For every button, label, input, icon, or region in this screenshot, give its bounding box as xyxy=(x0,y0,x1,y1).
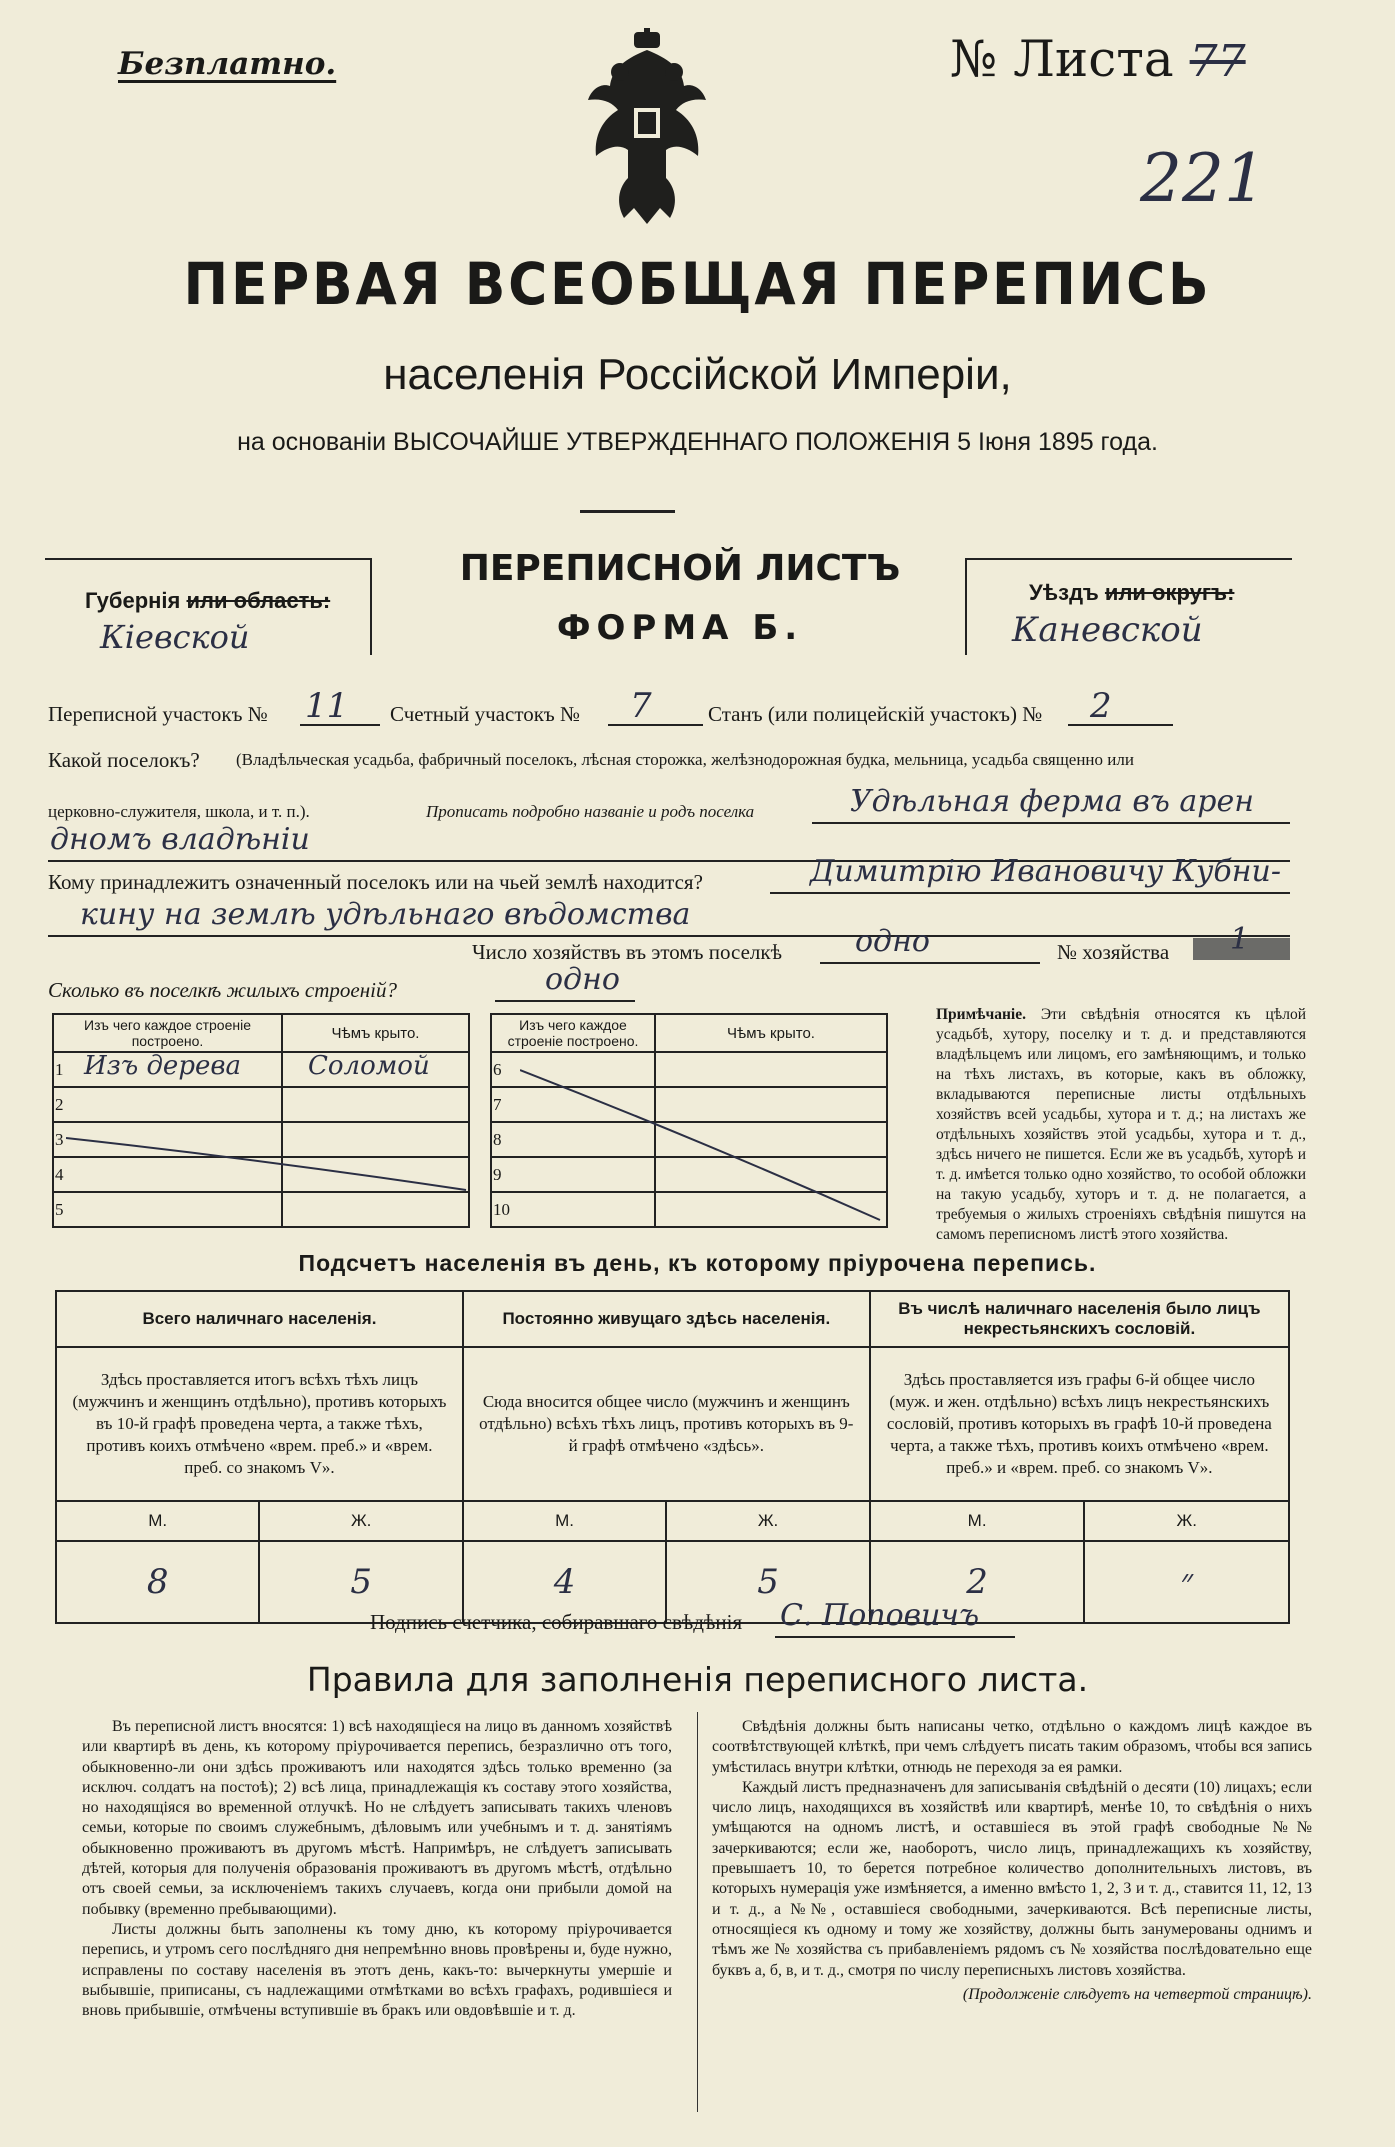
non-peasant-female-value: ״ xyxy=(1084,1541,1289,1623)
rules-left-column xyxy=(82,1717,672,2021)
owner-line-1 xyxy=(770,892,1290,894)
col3-header: Въ числѣ наличнаго населенія было лицъ некрестьянскихъ сословій. xyxy=(870,1291,1289,1347)
col2-description: Сюда вносится общее число (мужчинъ и женщинъ отдѣльно) всѣхъ тѣхъ лицъ, противъ которыхъ въ 9-й графѣ отмѣчено «здѣсь». xyxy=(463,1347,870,1501)
households-line xyxy=(820,962,1040,964)
permanent-female-value: 5 xyxy=(666,1541,869,1623)
male-label: М. xyxy=(463,1501,666,1541)
row-number: 10 xyxy=(493,1199,510,1219)
note-text: Эти свѣдѣнія относятся къ цѣлой усадьбѣ, хутору, поселку и т. д. и представляются владѣльцемъ или лицомъ, его замѣняющимъ, и только на тѣхъ листахъ, въ которые, какъ въ обложку, вкладываются переписные листы отдѣльныхъ хозяйствъ всей усадьбы, хутора и т. д.; на листахъ же отдѣльныхъ хозяйствъ этой усадьбы, хутора и т. д., здѣсь ничего не пишется. Если же въ усадьбѣ, хуторѣ и т. д. имѣется только одно хозяйство, то особой обложки на такую усадьбу, хуторъ и т. д. не полагается, а требуемыя о жилыхъ строеніяхъ свѣдѣнія пишутся на самомъ переписномъ листѣ этого хозяйства. xyxy=(936,1006,1307,1243)
col1-header: Всего наличнаго населенія. xyxy=(56,1291,463,1347)
poselok-hint-1: (Владѣльческая усадьба, фабричный поселокъ, лѣсная сторожка, желѣзнодорожная будка, мельница, усадьба священно или xyxy=(236,750,1134,769)
perepis-uchastok-value: 11 xyxy=(305,686,349,726)
male-label: М. xyxy=(56,1501,259,1541)
sheet-number xyxy=(950,30,1246,88)
stan-line xyxy=(1068,724,1173,726)
page-title: ПЕРВАЯ ВСЕОБЩАЯ ПЕРЕПИСЬ xyxy=(183,250,1212,318)
female-label: Ж. xyxy=(259,1501,462,1541)
row-number: 1 xyxy=(55,1059,64,1079)
rules-left-p1: Въ переписной листъ вносятся: 1) всѣ находящіеся на лицо въ данномъ хозяйствѣ или квартирѣ въ день, къ которому пріурочивается перепись, безразлично отъ того, обыкновенно-ли они здѣсь проживаютъ или находятся здѣсь только временно (за исключ. солдатъ на постоѣ); 2) всѣ лица, принадлежащія къ составу этого хозяйства, но находящіяся во временной отлучкѣ. Но не слѣдуетъ записывать такихъ членовъ семьи, которые по своимъ служебнымъ, дѣловымъ или учебнымъ и т. д. занятіямъ обыкновенно проживаютъ въ другомъ мѣстѣ. Напримѣръ, не слѣдуетъ записывать дѣтей, которыя для полученія образованія проживаютъ въ другомъ мѣстѣ, отдѣльно отъ своей семьи, за исключеніемъ такихъ случаевъ, когда они прибыли домой на побывку (временно пребывающими). xyxy=(82,1718,672,1918)
poselok-line-1 xyxy=(812,822,1290,824)
col2-header: Постоянно живущаго здѣсь населенія. xyxy=(463,1291,870,1347)
row-number: 5 xyxy=(55,1199,64,1219)
male-label: М. xyxy=(870,1501,1085,1541)
row-number: 8 xyxy=(493,1129,502,1149)
strike-line-right xyxy=(520,1060,888,1230)
row-number: 7 xyxy=(493,1094,502,1114)
schetny-label: Счетный участокъ № xyxy=(390,702,581,726)
perepis-uchastok-label: Переписной участокъ № xyxy=(48,702,268,726)
sheet-number-label: № Листа xyxy=(950,30,1174,88)
row-number: 6 xyxy=(493,1059,502,1079)
female-label: Ж. xyxy=(666,1501,869,1541)
buildings-note xyxy=(936,1005,1306,1245)
uezd-box xyxy=(965,558,1292,655)
households-value: одно xyxy=(855,924,930,959)
rules-title: Правила для заполненія переписного листа. xyxy=(306,1660,1089,1699)
signature-label: Подпись счетчика, собиравшаго свѣдѣнія xyxy=(370,1610,743,1634)
poselok-label: Какой поселокъ? xyxy=(48,748,200,772)
form-title: ПЕРЕПИСНОЙ ЛИСТЪ xyxy=(459,548,901,589)
rules-right-p2: Каждый листъ предназначенъ для записыванія свѣдѣній о десяти (10) лицахъ; если число лицъ, находящихся въ хозяйствѣ или квартирѣ, менѣе 10, то свѣдѣнія о нихъ умѣщаются на одномъ листѣ, и оставшіеся въ этой графѣ свободные №№ зачеркиваются; если же, наоборотъ, число лицъ, принадлежащихъ къ хозяйству, превышаетъ 10, то берется потребное количество дополнительныхъ листовъ, въ которыхъ нумерація уже измѣняется, а именно вмѣсто 1, 2, 3 и т. д., ставится 11, 12, 13 и т. д., а №№, оставшіеся свободными, зачеркиваются. Всѣ переписные листы, относящіеся къ одному и тому же хозяйству, должны быть занумерованы однимъ и тѣмъ же № хозяйства съ прибавленіемъ рядомъ съ № хозяйства послѣдовательно еще буквъ а, б, в, и т. д., смотря по числу переписныхъ листовъ хозяйства. xyxy=(712,1778,1312,1979)
non-peasant-male-value: 2 xyxy=(870,1541,1085,1623)
material-header: Изъ чего каждое строеніе построено. xyxy=(53,1014,282,1052)
col3-description: Здѣсь проставляется изъ графы 6-й общее число (муж. и жен. отдѣльно) всѣхъ лицъ некрестьянскихъ сословій, противъ которыхъ въ графѣ 10-й проведена черта, а также тѣхъ, противъ коихъ отмѣчено «врем. преб.» и «врем. преб. со знакомъ V». xyxy=(870,1347,1289,1501)
row-number: 3 xyxy=(55,1129,64,1149)
buildings-value: одно xyxy=(545,962,620,997)
double-headed-eagle-emblem xyxy=(572,28,722,228)
roof-header: Чѣмъ крыто. xyxy=(655,1014,887,1052)
free-label: Безплатно. xyxy=(118,46,337,82)
legal-basis: на основаніи ВЫСОЧАЙШЕ УТВЕРЖДЕННАГО ПОЛОЖЕНІЯ 5 Іюня 1895 года. xyxy=(237,428,1158,456)
signature-line xyxy=(775,1636,1015,1638)
note-label: Примѣчаніе. xyxy=(936,1006,1026,1023)
owner-label: Кому принадлежитъ означенный поселокъ или на чьей землѣ находится? xyxy=(48,870,703,894)
poselok-hint-3: Прописать подробно названіе и родъ поселка xyxy=(426,802,755,821)
owner-value-2: кину на землѣ удѣльнаго вѣдомства xyxy=(80,897,691,932)
sheet-number-value: 77 xyxy=(1189,36,1246,87)
col1-description: Здѣсь проставляется итогъ всѣхъ тѣхъ лицъ (мужчинъ и женщинъ отдѣльно), противъ которыхъ въ 10-й графѣ проведена черта, а также тѣхъ, противъ коихъ отмѣчено «врем. преб.» и «врем. преб. со знакомъ V». xyxy=(56,1347,463,1501)
households-label: Число хозяйствъ въ этомъ поселкѣ xyxy=(472,940,782,964)
stan-value: 2 xyxy=(1090,686,1112,726)
uezd-label: Уѣздъ или округъ: xyxy=(1029,580,1235,605)
permanent-male-value: 4 xyxy=(463,1541,666,1623)
page-subtitle: населенія Россійской Имперіи, xyxy=(383,350,1012,399)
gubernia-label: Губернія или область: xyxy=(85,588,331,613)
poselok-value-2: дномъ владѣніи xyxy=(50,822,310,857)
total-male-value: 8 xyxy=(56,1541,259,1623)
household-no-label: № хозяйства xyxy=(1057,940,1170,964)
gubernia-box xyxy=(45,558,372,655)
gubernia-value: Кіевской xyxy=(100,618,250,656)
uezd-value: Каневской xyxy=(1012,610,1203,650)
row1-roof: Соломой xyxy=(308,1051,430,1081)
strike-line-left xyxy=(66,1120,470,1240)
rules-right-p1: Свѣдѣнія должны быть написаны четко, отдѣльно о каждомъ лицѣ каждое въ соотвѣтствующей клѣткѣ, при чемъ слѣдуетъ писать таким образомъ, чтобы вся запись умѣстилась внутри клѣтки, отнюдь не переходя за ея рамки. xyxy=(712,1718,1312,1776)
rules-continued: (Продолженіе слѣдуетъ на четвертой страницѣ). xyxy=(962,1985,1312,2003)
poselok-hint-2: церковно-служителя, школа, и т. п.). xyxy=(48,802,310,821)
poselok-value-1: Удѣльная ферма въ арен xyxy=(850,784,1254,819)
signature-value: С. Поповичъ xyxy=(780,1598,980,1633)
buildings-label: Сколько въ поселкѣ жилыхъ строеній? xyxy=(48,978,397,1002)
stan-label: Станъ (или полицейскій участокъ) № xyxy=(708,702,1043,726)
female-label: Ж. xyxy=(1084,1501,1289,1541)
owner-line-2 xyxy=(48,935,1290,937)
total-female-value: 5 xyxy=(259,1541,462,1623)
row-number: 4 xyxy=(55,1164,64,1184)
row-number: 9 xyxy=(493,1164,502,1184)
page-number-handwritten: 221 xyxy=(1140,140,1266,217)
material-header: Изъ чего каждое строеніе построено. xyxy=(491,1014,655,1052)
owner-value-1: Димитрію Ивановичу Кубни- xyxy=(810,854,1281,889)
roof-header: Чѣмъ крыто. xyxy=(282,1014,469,1052)
rules-right-column xyxy=(712,1717,1312,2005)
buildings-line xyxy=(495,1000,635,1002)
rules-left-p2: Листы должны быть заполнены къ тому дню, къ которому пріурочивается перепись, и утромъ сего послѣдняго дня непремѣнно вновь провѣрены и, буде нужно, исправлены по составу населенія въ этотъ день, какъ-то: вычеркнуты умершіе и выбывшіе, приписаны, съ надлежащими отмѣтками во всѣхъ графахъ, родившіеся и вновь прибывшіе, отмѣчены вступившіе въ бракъ или овдовѣвшіе и т. д. xyxy=(82,1920,672,2020)
household-no-value: 1 xyxy=(1230,922,1250,957)
population-count-table xyxy=(55,1290,1290,1624)
schetny-line xyxy=(608,724,703,726)
column-divider xyxy=(697,1712,698,2112)
count-title: Подсчетъ населенія въ день, къ которому пріурочена перепись. xyxy=(298,1250,1097,1276)
row-number: 2 xyxy=(55,1094,64,1114)
form-subtitle: ФОРМА Б. xyxy=(556,608,804,648)
divider xyxy=(580,510,675,513)
schetny-value: 7 xyxy=(630,686,652,726)
row1-material: Изъ дерева xyxy=(84,1051,241,1081)
